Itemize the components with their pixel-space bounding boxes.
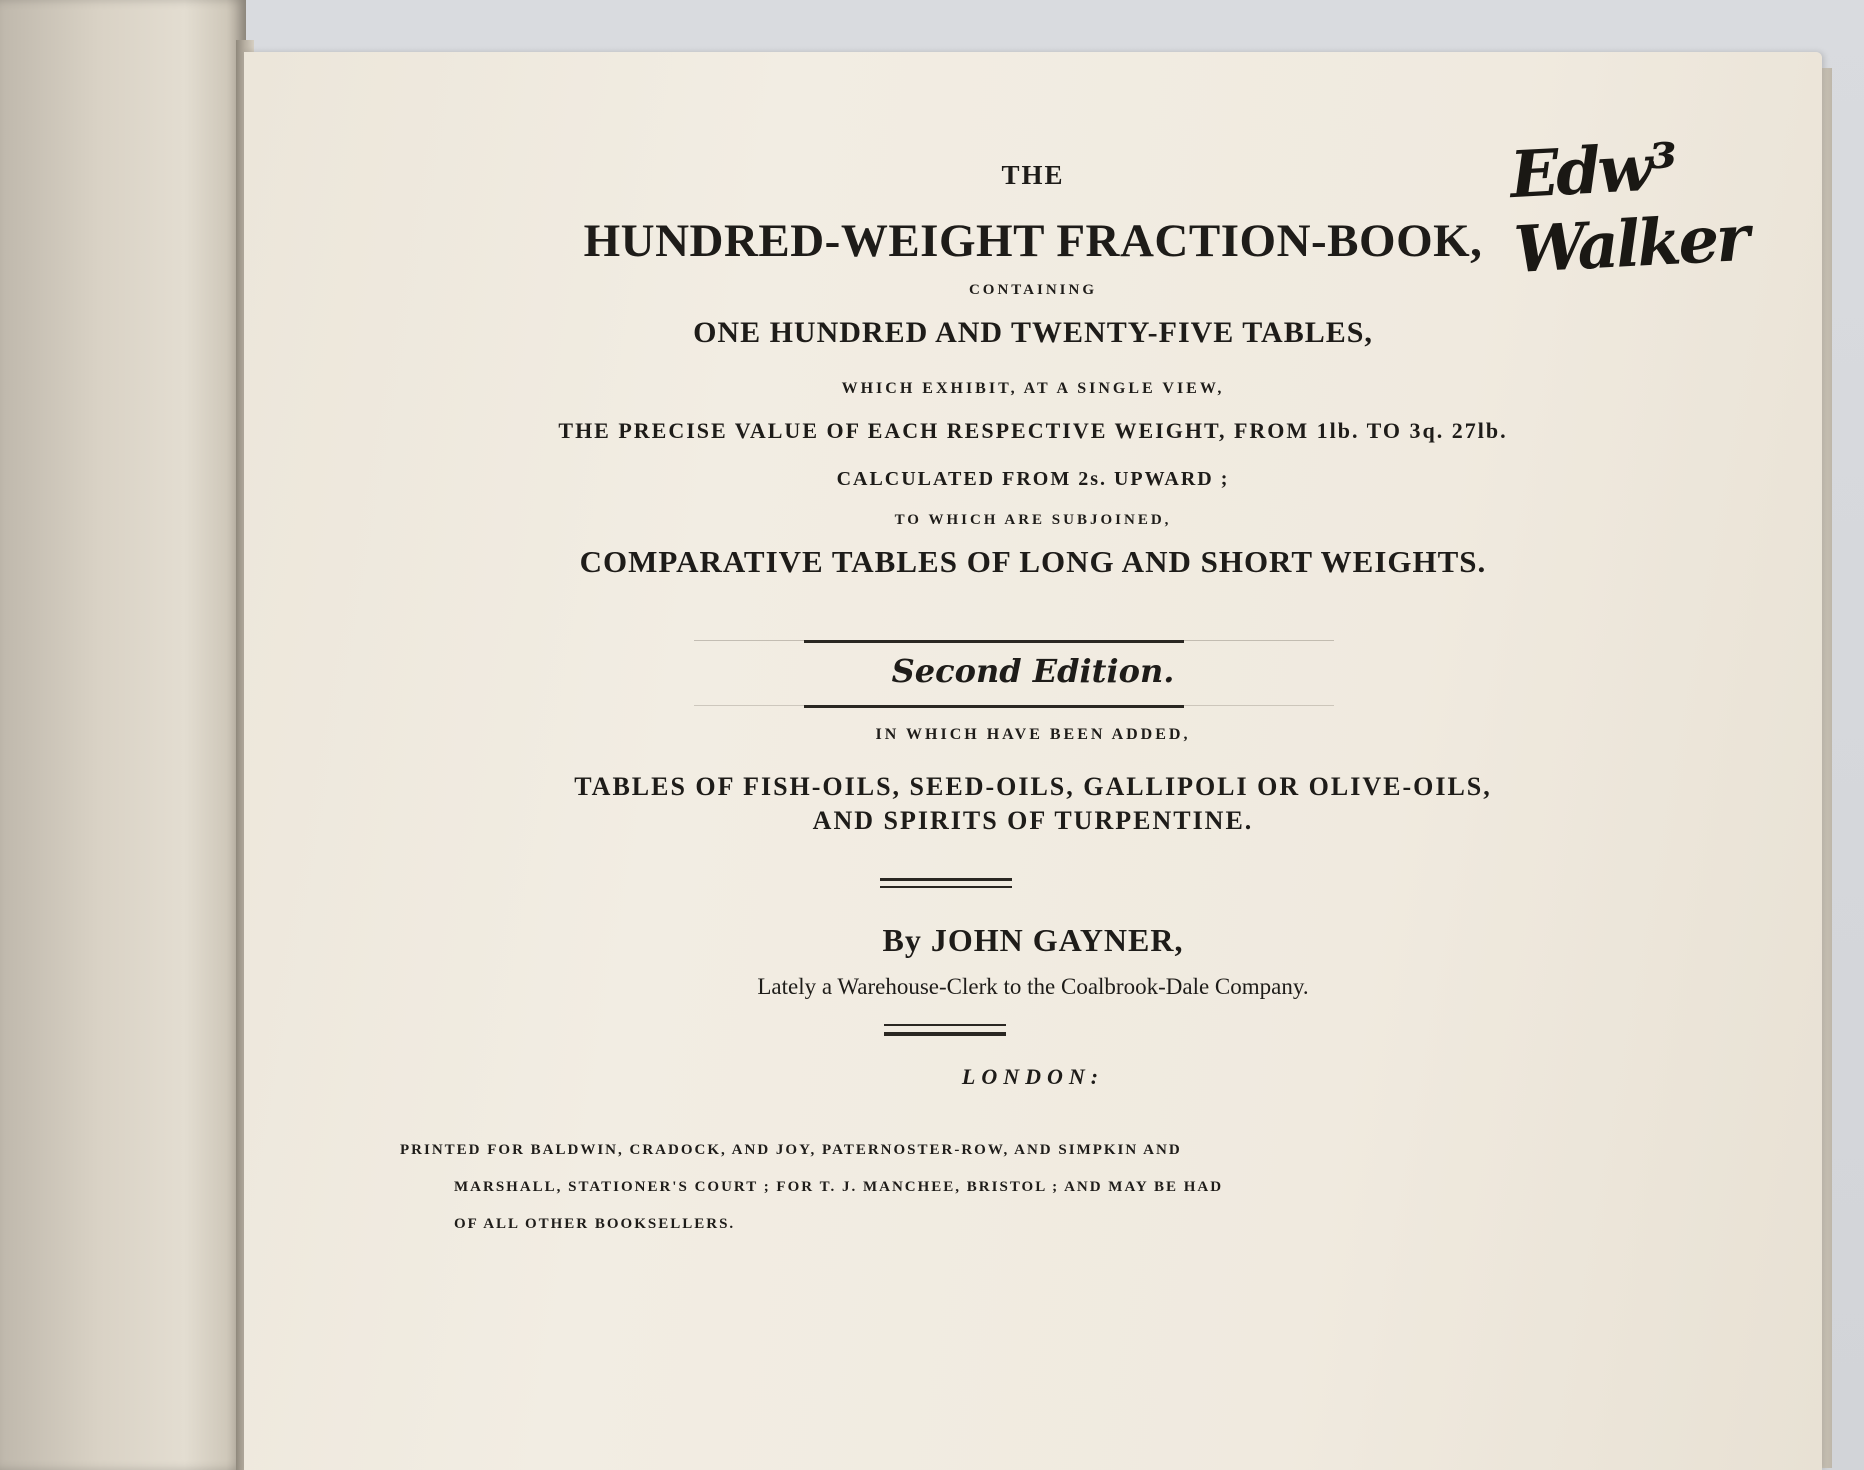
ornamental-rule-top-a bbox=[880, 878, 1012, 881]
subjoined-line: TO WHICH ARE SUBJOINED, bbox=[894, 512, 1172, 528]
containing-text: CONTAINING bbox=[968, 282, 1098, 298]
title-page bbox=[244, 52, 1822, 1470]
imprint-line: OF ALL OTHER BOOKSELLERS. bbox=[454, 1216, 736, 1232]
added-line: IN WHICH HAVE BEEN ADDED, bbox=[875, 726, 1191, 743]
precise-value-line: THE PRECISE VALUE OF EACH RESPECTIVE WEIGHT, FROM 1lb. TO 3q. 27lb. bbox=[558, 418, 1508, 443]
ornamental-rule-bottom-b bbox=[884, 1032, 1006, 1036]
oils-tables-line: TABLES OF FISH-OILS, SEED-OILS, GALLIPOLI OR OLIVE-OILS, bbox=[574, 772, 1492, 801]
imprint-line: MARSHALL, STATIONER'S COURT ; FOR T. J. MANCHEE, BRISTOL ; AND MAY BE HAD bbox=[454, 1179, 1224, 1195]
imprint-line: PRINTED FOR BALDWIN, CRADOCK, AND JOY, PATERNOSTER-ROW, AND SIMPKIN AND bbox=[400, 1142, 1182, 1158]
imprint-block bbox=[400, 1132, 1660, 1243]
title-article: THE bbox=[1001, 160, 1065, 190]
facing-page bbox=[0, 0, 246, 1470]
turpentine-line: AND SPIRITS OF TURPENTINE. bbox=[812, 806, 1254, 835]
ornamental-rule-bottom-a bbox=[884, 1024, 1006, 1026]
exhibit-line: WHICH EXHIBIT, AT A SINGLE VIEW, bbox=[841, 380, 1225, 397]
book-title: HUNDRED-WEIGHT FRACTION-BOOK, bbox=[583, 215, 1483, 267]
ornamental-rule-top-b bbox=[880, 886, 1012, 888]
comparative-tables-line: COMPARATIVE TABLES OF LONG AND SHORT WEIGHTS. bbox=[579, 544, 1487, 579]
edition-label: Second Edition. bbox=[891, 652, 1175, 690]
author-name: By JOHN GAYNER, bbox=[882, 922, 1184, 958]
imprint-city: LONDON: bbox=[961, 1064, 1105, 1089]
tables-count-line: ONE HUNDRED AND TWENTY-FIVE TABLES, bbox=[693, 316, 1373, 349]
handwritten-signature: Edw³ Walker bbox=[1508, 129, 1749, 289]
calculated-line: CALCULATED FROM 2s. UPWARD ; bbox=[836, 468, 1230, 490]
author-role: Lately a Warehouse-Clerk to the Coalbrook-Dale Company. bbox=[757, 974, 1309, 999]
